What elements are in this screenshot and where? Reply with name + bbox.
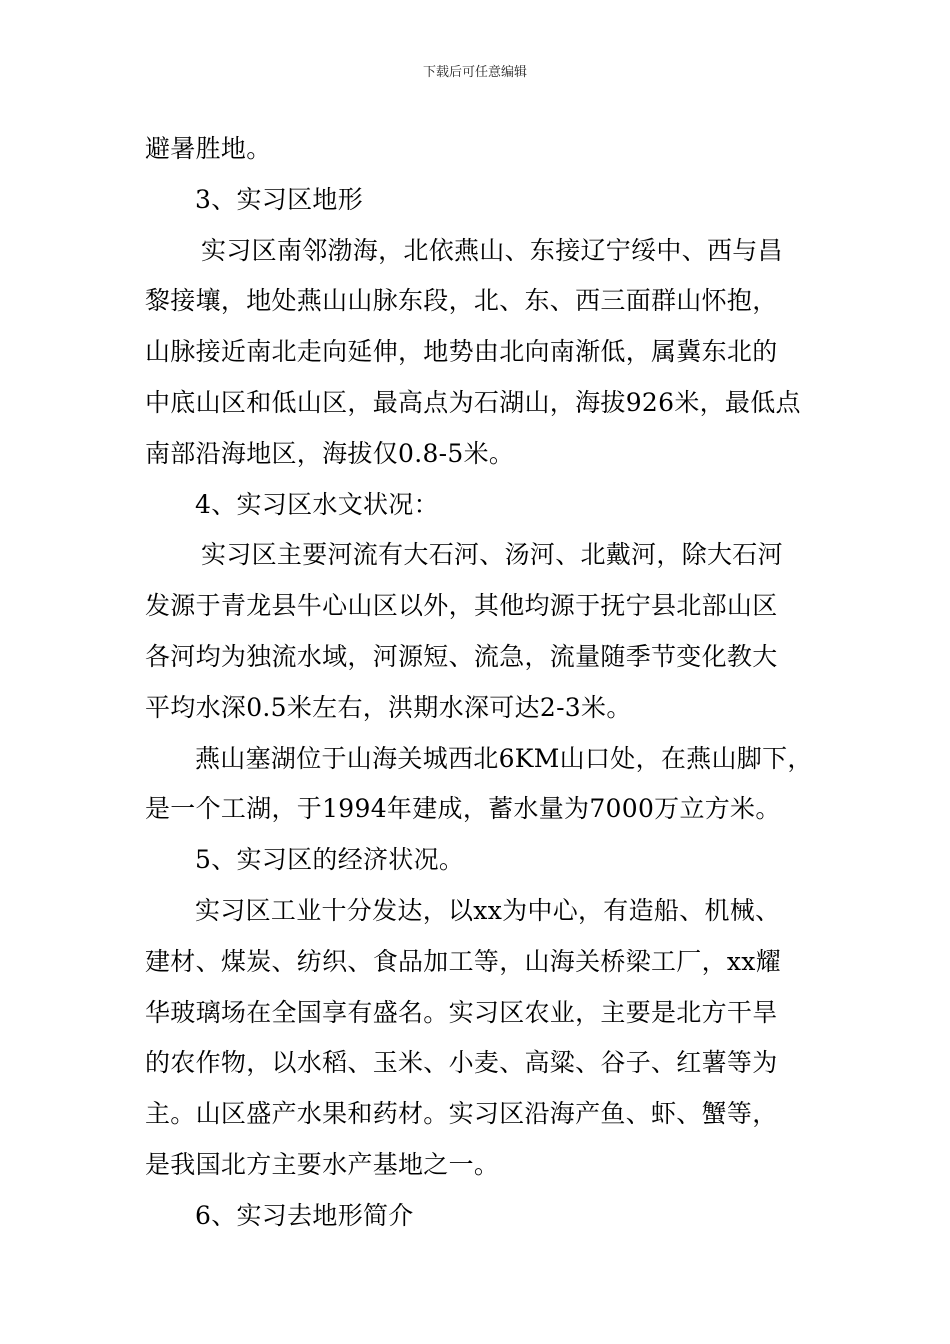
text-line: 发源于青龙县牛心山区以外，其他均源于抚宁县北部山区 [145, 591, 778, 621]
text-line: 建材、煤炭、纺织、食品加工等，山海关桥梁工厂，xx耀 [145, 946, 782, 976]
section-heading-landform: 6、实习去地形简介 [195, 1200, 414, 1230]
text-line: 各河均为独流水域，河源短、流急，流量随季节变化教大 [145, 641, 778, 671]
text-line: 华玻璃场在全国享有盛名。实习区农业，主要是北方干旱 [145, 997, 778, 1027]
text-line: 是一个工湖，于1994年建成，蓄水量为7000万立方米。 [145, 794, 781, 824]
section-heading-terrain: 3、实习区地形 [195, 184, 364, 214]
text-line: 避暑胜地。 [145, 134, 272, 163]
text-line: 是我国北方主要水产基地之一。 [145, 1149, 500, 1179]
text-line: 黎接壤，地处燕山山脉东段，北、东、西三面群山怀抱， [145, 286, 778, 316]
text-line: 的农作物，以水稻、玉米、小麦、高粱、谷子、红薯等为 [145, 1048, 778, 1078]
page-header: 下载后可任意编辑 [422, 65, 527, 80]
section-heading-economy: 5、实习区的经济状况。 [195, 845, 465, 875]
text-line: 主。山区盛产水果和药材。实习区沿海产鱼、虾、蟹等， [145, 1099, 778, 1129]
text-line: 实习区南邻渤海，北依燕山、东接辽宁绥中、西与昌 [201, 235, 783, 265]
text-line: 平均水深0.5米左右，洪期水深可达2-3米。 [145, 692, 632, 722]
text-line: 南部沿海地区，海拔仅0.8-5米。 [145, 438, 515, 468]
text-line: 实习区工业十分发达，以xx为中心，有造船、机械、 [195, 895, 781, 925]
text-line: 燕山塞湖位于山海关城西北6KM山口处，在燕山脚下， [195, 743, 813, 773]
text-line: 山脉接近南北走向延伸，地势由北向南渐低，属冀东北的 [145, 337, 778, 367]
section-heading-hydrology: 4、实习区水文状况： [195, 489, 439, 519]
text-line: 实习区主要河流有大石河、汤河、北戴河，除大石河 [201, 540, 783, 570]
document-body [145, 124, 813, 1242]
text-line: 中底山区和低山区，最高点为石湖山，海拔926米，最低点 [145, 387, 801, 417]
